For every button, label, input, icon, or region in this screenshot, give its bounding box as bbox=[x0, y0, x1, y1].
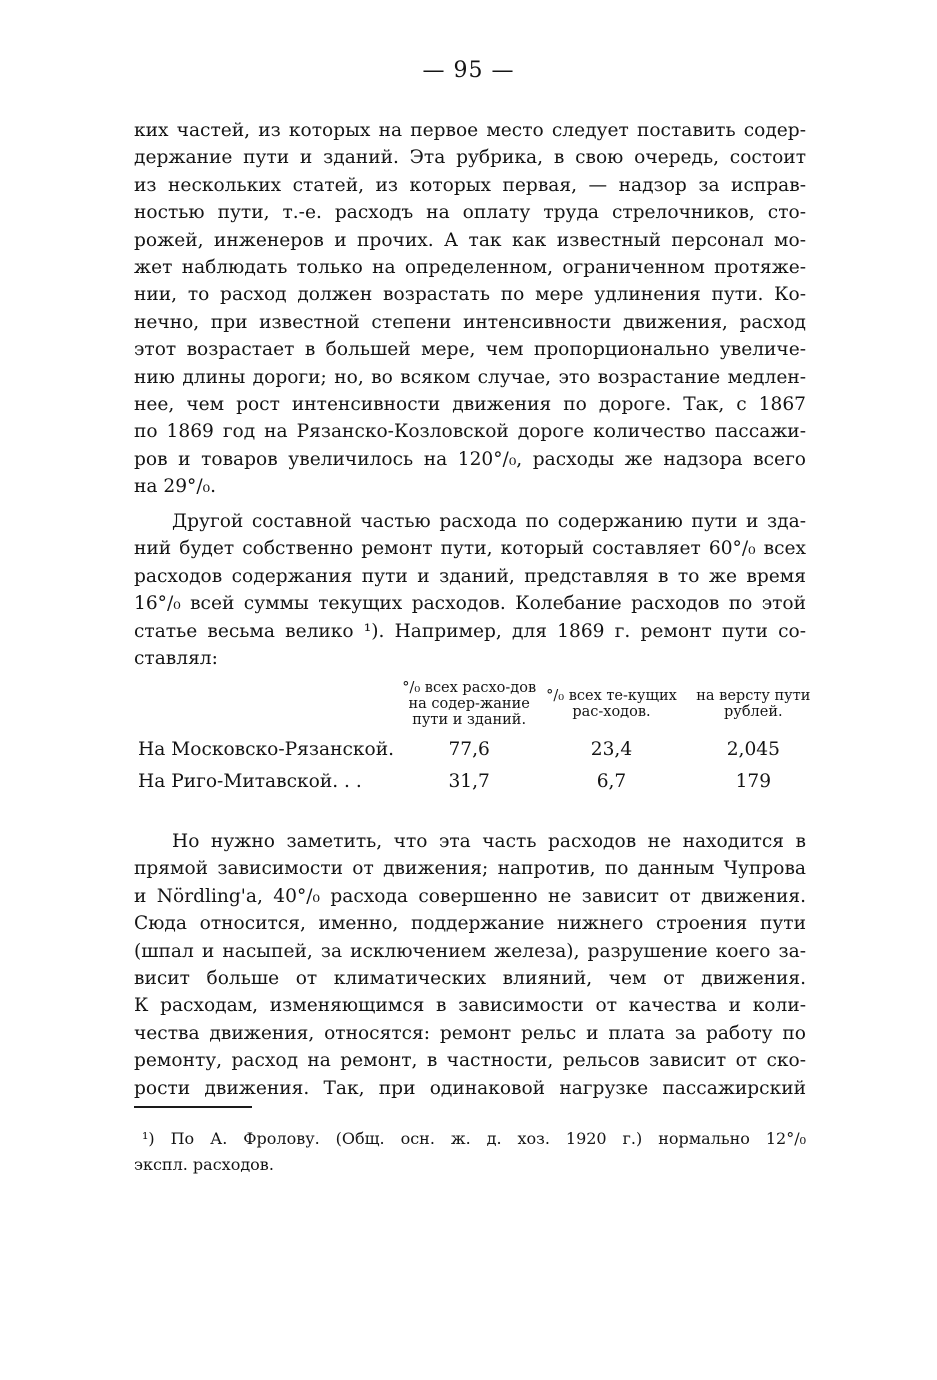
text-line: ставлял: bbox=[134, 648, 218, 670]
text-line: из нескольких статей, из которых первая, — надзор за исправ- bbox=[134, 174, 806, 196]
text-line: нии, то расход должен возрастать по мере удлинения пути. Ко- bbox=[134, 284, 806, 306]
cell-value: 77,6 bbox=[448, 739, 490, 760]
text-line: Но нужно заметить, что эта часть расходов не находится в bbox=[172, 831, 806, 852]
cell-value: 2,045 bbox=[726, 739, 780, 760]
text-line: ров и товаров увеличилось на 120°/₀, расходы же надзора всего bbox=[134, 448, 806, 470]
text-line: рости движения. Так, при одинаковой нагрузке пассажирский bbox=[134, 1077, 806, 1099]
text-line: расходов содержания пути и зданий, представляя в то же время bbox=[134, 565, 806, 587]
cell-value: 23,4 bbox=[590, 739, 633, 760]
text-line: висит больше от климатических влияний, чем от движения. bbox=[134, 968, 806, 990]
row-label: На Риго-Митавской. . . bbox=[138, 771, 362, 792]
table-header-maintenance-share: °/₀ всех расхо-дов на содер-жание пути и зданий. bbox=[402, 680, 537, 728]
text-line: прямой зависимости от движения; напротив, по данным Чупрова bbox=[134, 858, 806, 880]
paragraph-3 bbox=[134, 828, 806, 1102]
cell-value: 6,7 bbox=[596, 771, 627, 792]
text-line: статье весьма велико ¹). Например, для 1869 г. ремонт пути со- bbox=[134, 620, 806, 642]
paragraph-2 bbox=[134, 508, 806, 672]
text-line: (шпал и насыпей, за исключением железа), разрушение коего за- bbox=[134, 940, 806, 962]
text-line: Другой составной частью расхода по содержанию пути и зда- bbox=[172, 511, 806, 532]
text-line: 16°/₀ всей суммы текущих расходов. Колебание расходов по этой bbox=[134, 593, 806, 615]
footnote bbox=[134, 1126, 806, 1178]
text-line: чества движения, относятся: ремонт рельс и плата за работу по bbox=[134, 1022, 806, 1044]
table-row bbox=[134, 734, 824, 766]
text-line: рожей, инженеров и прочих. А так как известный персонал мо- bbox=[134, 229, 806, 251]
text-line: нее, чем рост интенсивности движения по дороге. Так, с 1867 bbox=[134, 394, 806, 416]
page-number: — 95 — bbox=[422, 58, 515, 83]
text-line: на 29°/₀. bbox=[134, 476, 216, 498]
text-line: этот возрастает в большей мере, чем пропорционально увеличе- bbox=[134, 339, 806, 361]
text-line: и Nördling'a, 40°/₀ расхода совершенно не зависит от движения. bbox=[134, 885, 806, 907]
table-header-current-share: °/₀ всех те-кущих рас-ходов. bbox=[546, 688, 677, 720]
cell-value: 179 bbox=[735, 771, 772, 792]
cell-value: 31,7 bbox=[448, 771, 490, 792]
table-header-row bbox=[134, 680, 824, 734]
text-line: по 1869 год на Рязанско-Козловской дороге количество пассажи- bbox=[134, 421, 806, 443]
table-row bbox=[134, 766, 824, 798]
text-line: ремонту, расход на ремонт, в частности, рельсов зависит от ско- bbox=[134, 1050, 806, 1072]
table-header-empty bbox=[134, 680, 398, 734]
text-line: держание пути и зданий. Эта рубрика, в свою очередь, состоит bbox=[134, 147, 806, 169]
table-header-per-verst: на версту пути рублей. bbox=[696, 688, 811, 720]
footnote-line: ¹) По А. Фролову. (Общ. осн. ж. д. хоз. 1920 г.) нормально 12°/₀ bbox=[142, 1129, 806, 1148]
footnote-line: экспл. расходов. bbox=[134, 1155, 274, 1174]
row-label: На Московско-Рязанской. bbox=[138, 739, 395, 760]
text-line: жет наблюдать только на определенном, ограниченном протяже- bbox=[134, 257, 806, 279]
text-line: нию длины дороги; но, во всяком случае, это возрастание медлен- bbox=[134, 366, 806, 388]
text-line: ностью пути, т.-е. расходъ на оплату труда стрелочников, сто- bbox=[134, 202, 806, 224]
text-line: нечно, при известной степени интенсивности движения, расход bbox=[134, 311, 806, 333]
footnote-divider bbox=[134, 1106, 252, 1108]
expense-table bbox=[134, 680, 824, 798]
paragraph-1 bbox=[134, 117, 806, 501]
text-line: ких частей, из которых на первое место следует поставить содер- bbox=[134, 120, 806, 141]
text-line: ний будет собственно ремонт пути, который составляет 60°/₀ всех bbox=[134, 538, 806, 560]
text-line: К расходам, изменяющимся в зависимости от качества и коли- bbox=[134, 995, 806, 1017]
text-line: Сюда относится, именно, поддержание нижнего строения пути bbox=[134, 913, 806, 935]
